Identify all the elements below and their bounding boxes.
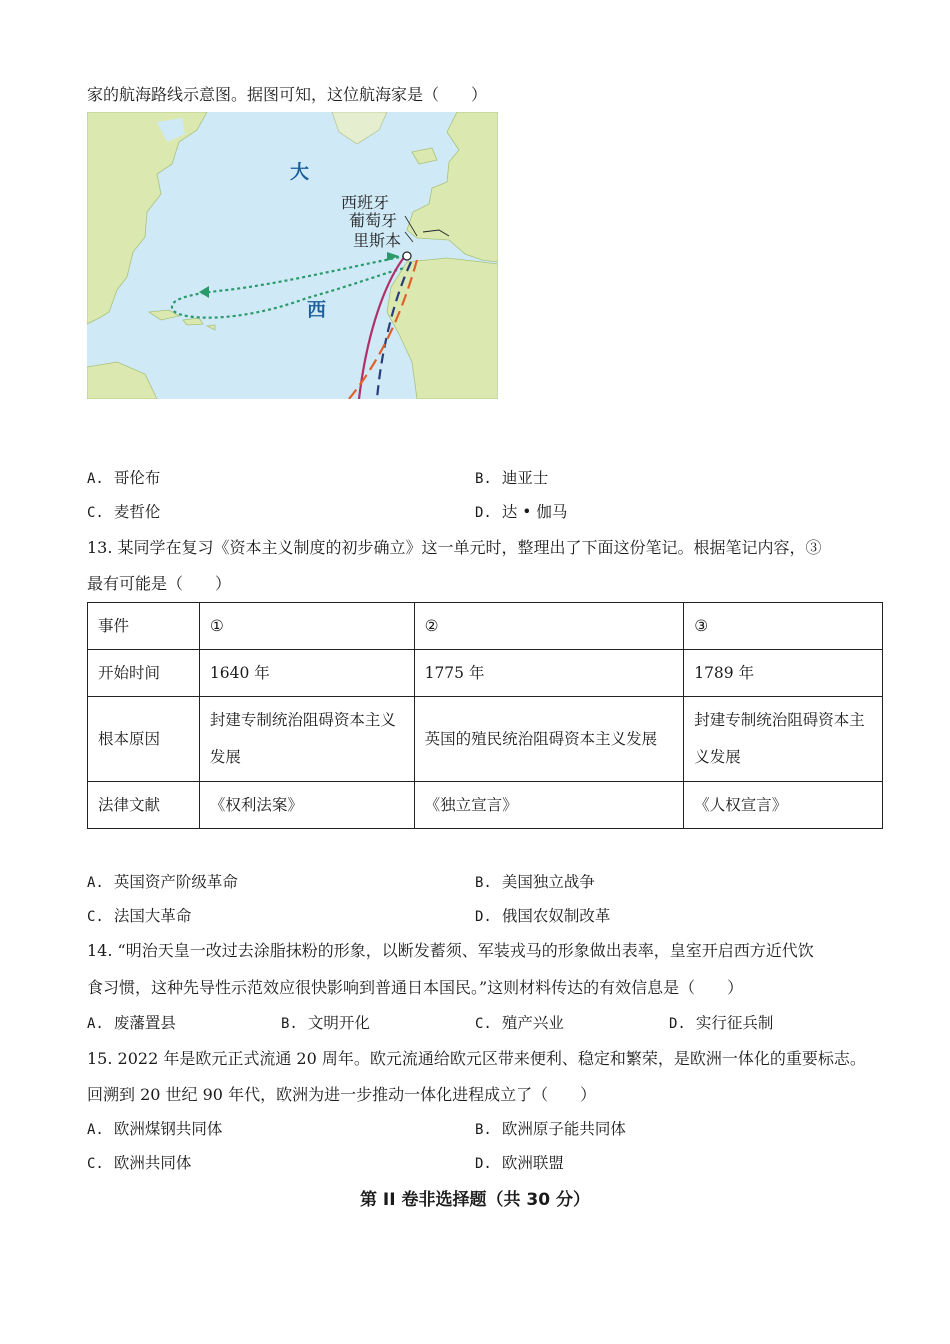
table-cell: 法律文献 bbox=[88, 782, 200, 829]
ocean-label-2: 西 bbox=[307, 299, 327, 321]
spain-label: 西班牙 bbox=[341, 193, 390, 212]
q12-stem: 家的航海路线示意图。据图可知，这位航海家是（ ） bbox=[87, 85, 488, 104]
q12-option-b[interactable]: B. 迪亚士 bbox=[475, 469, 549, 487]
table-cell: 1789 年 bbox=[684, 650, 883, 697]
table-row bbox=[88, 782, 883, 829]
table-row bbox=[88, 650, 883, 697]
table-cell: ③ bbox=[684, 603, 883, 650]
lisbon-label: 里斯本 bbox=[353, 231, 402, 250]
q13-option-b[interactable]: B. 美国独立战争 bbox=[475, 873, 595, 891]
q15-stem-line-1: 15. 2022 年是欧元正式流通 20 周年。欧元流通给欧元区带来便利、稳定和繁荣，是欧洲一体化的重要标志。 bbox=[87, 1049, 866, 1068]
q12-option-c[interactable]: C. 麦哲伦 bbox=[87, 503, 161, 521]
q13-stem-line-2: 最有可能是（ ） bbox=[87, 574, 232, 593]
q15-option-d[interactable]: D. 欧洲联盟 bbox=[475, 1154, 564, 1172]
q14-option-a[interactable]: A. 废藩置县 bbox=[87, 1014, 176, 1032]
table-cell: 封建专制统治阻碍资本主义发展 bbox=[684, 697, 883, 782]
q15-stem-line-2: 回溯到 20 世纪 90 年代，欧洲为进一步推动一体化进程成立了（ ） bbox=[87, 1085, 597, 1104]
q14-option-d[interactable]: D. 实行征兵制 bbox=[669, 1014, 774, 1032]
q12-option-a[interactable]: A. 哥伦布 bbox=[87, 469, 161, 487]
table-cell: ① bbox=[199, 603, 414, 650]
q14-option-b[interactable]: B. 文明开化 bbox=[281, 1014, 370, 1032]
portugal-label: 葡萄牙 bbox=[349, 211, 398, 230]
table-cell: 《权利法案》 bbox=[199, 782, 414, 829]
table-cell: 1775 年 bbox=[414, 650, 684, 697]
q15-option-c[interactable]: C. 欧洲共同体 bbox=[87, 1154, 192, 1172]
q13-option-d[interactable]: D. 俄国农奴制改革 bbox=[475, 907, 611, 925]
table-cell: 封建专制统治阻碍资本主义发展 bbox=[199, 697, 414, 782]
table-cell: 英国的殖民统治阻碍资本主义发展 bbox=[414, 697, 684, 782]
table-cell: 开始时间 bbox=[88, 650, 200, 697]
q13-option-a[interactable]: A. 英国资产阶级革命 bbox=[87, 873, 238, 891]
q15-option-a[interactable]: A. 欧洲煤钢共同体 bbox=[87, 1120, 223, 1138]
table-cell: 《人权宣言》 bbox=[684, 782, 883, 829]
q12-option-d[interactable]: D. 达 • 伽马 bbox=[475, 503, 568, 521]
q14-option-c[interactable]: C. 殖产兴业 bbox=[475, 1014, 564, 1032]
section-heading: 第 II 卷非选择题（共 30 分） bbox=[360, 1190, 590, 1210]
ocean-label-1: 大 bbox=[290, 161, 310, 183]
table-cell: 《独立宣言》 bbox=[414, 782, 684, 829]
q13-stem-line-1: 13. 某同学在复习《资本主义制度的初步确立》这一单元时，整理出了下面这份笔记。根据笔记内容，③ bbox=[87, 538, 822, 557]
table-row bbox=[88, 603, 883, 650]
voyage-route-map bbox=[87, 112, 498, 399]
q14-stem-line-2: 食习惯，这种先导性示范效应很快影响到普通日本国民。”这则材料传达的有效信息是（ ） bbox=[87, 978, 744, 997]
table-cell: ② bbox=[414, 603, 684, 650]
q14-stem-line-1: 14. “明治天皇一改过去涂脂抹粉的形象，以断发蓄须、军装戎马的形象做出表率，皇室开启西方近代饮 bbox=[87, 941, 814, 960]
table-cell: 1640 年 bbox=[199, 650, 414, 697]
q15-option-b[interactable]: B. 欧洲原子能共同体 bbox=[475, 1120, 626, 1138]
q13-option-c[interactable]: C. 法国大革命 bbox=[87, 907, 192, 925]
table-cell: 事件 bbox=[88, 603, 200, 650]
table-cell: 根本原因 bbox=[88, 697, 200, 782]
q13-notes-table bbox=[87, 602, 883, 829]
table-row bbox=[88, 697, 883, 782]
